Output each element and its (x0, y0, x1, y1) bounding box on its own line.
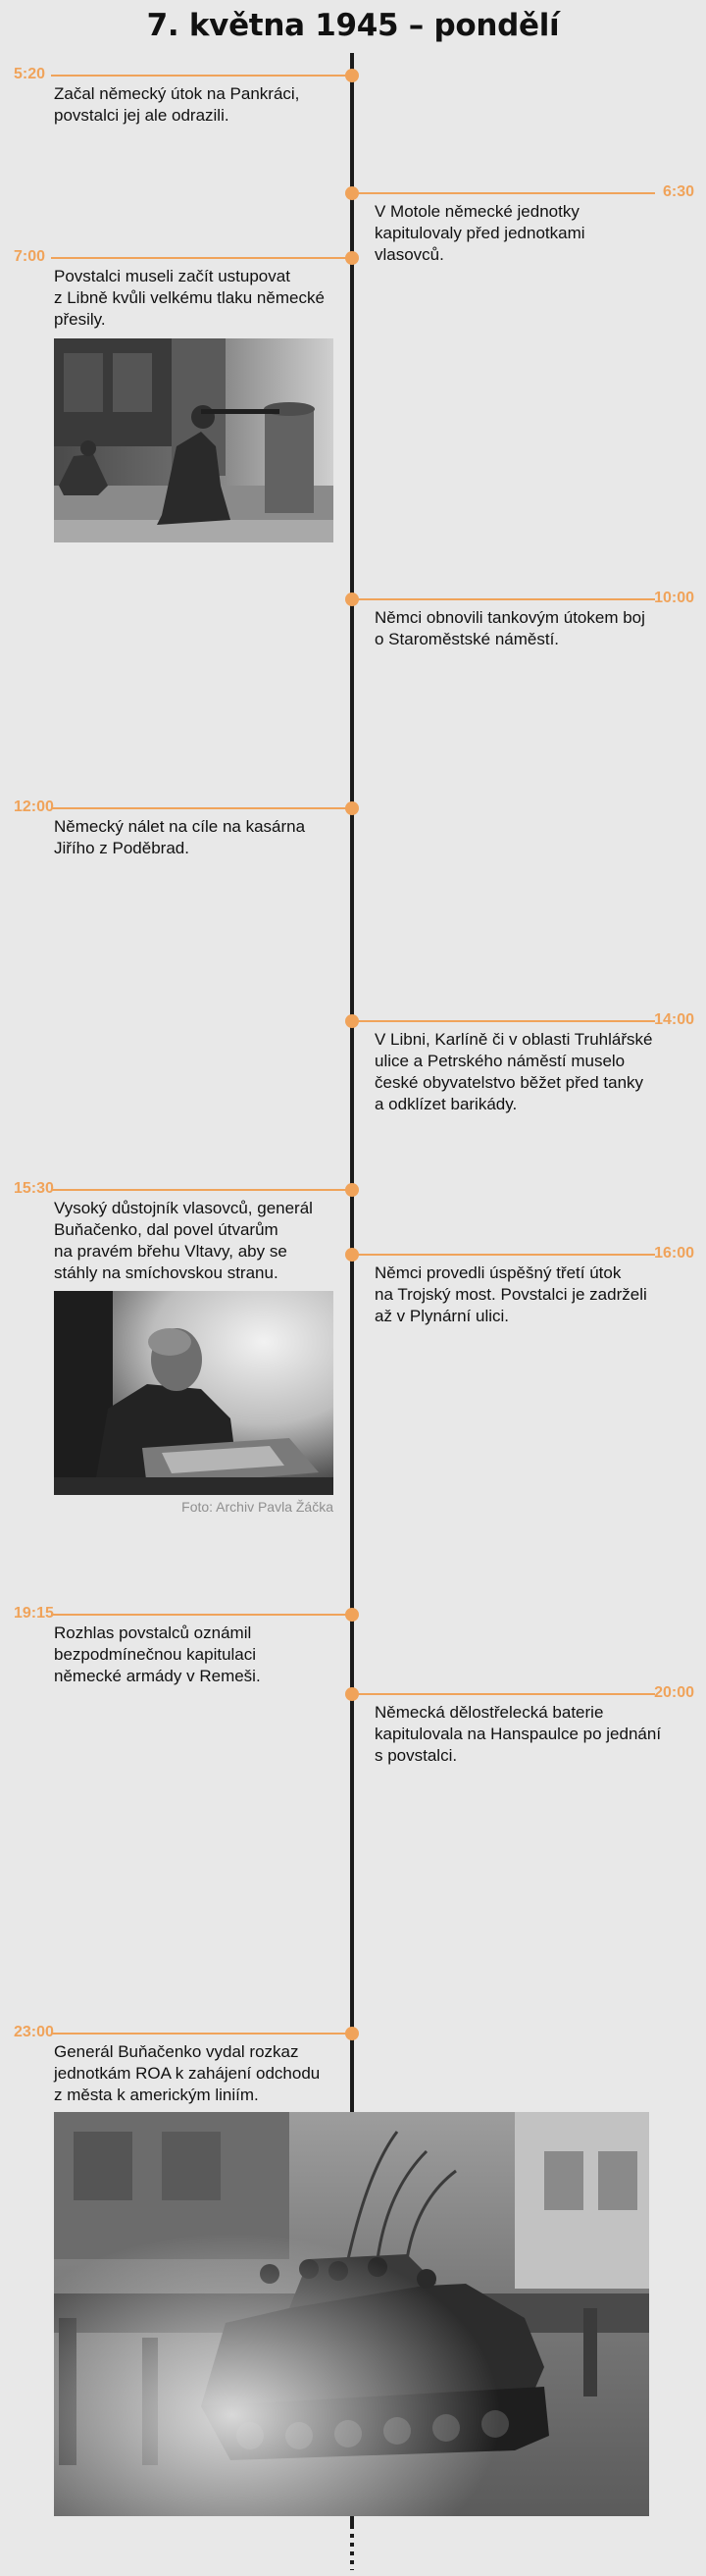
event-connector (51, 75, 352, 77)
event-marker (345, 1183, 359, 1197)
event-time: 23:00 (14, 2024, 54, 2040)
event-connector (51, 257, 352, 259)
page-title: 7. května 1945 – pondělí (146, 8, 560, 43)
event-time: 7:00 (14, 248, 46, 265)
event-connector (352, 1020, 655, 1022)
event-text: Německá dělostřelecká baterie kapitulovala na Hanspaulce po jednání s povstalci. (375, 1703, 662, 1765)
event-marker (345, 1608, 359, 1622)
event-marker (345, 1687, 359, 1701)
event-text: V Motole německé jednotky kapitulovaly před jednotkami vlasovců. (375, 202, 585, 264)
event-marker (345, 251, 359, 265)
event-time: 16:00 (654, 1245, 694, 1262)
event-time: 6:30 (662, 183, 694, 200)
event-text: Vysoký důstojník vlasovců, generál Buňačenko, dal povel útvarům na pravém břehu Vltavy, aby se stáhly na smíchovskou stranu. (54, 1199, 313, 1282)
event-text: Generál Buňačenko vydal rozkaz jednotkám ROA k zahájení odchodu z města k americkým liniím. (54, 2042, 321, 2104)
event-connector (352, 192, 655, 194)
photo-street-fighting (54, 338, 333, 542)
event-time: 5:20 (14, 66, 46, 82)
event-connector (352, 1254, 655, 1256)
event-marker (345, 2027, 359, 2040)
event-marker (345, 69, 359, 82)
event-marker (345, 801, 359, 815)
event-text: Němci provedli úspěšný třetí útok na Trojský most. Povstalci je zadrželi až v Plynární ulici. (375, 1263, 647, 1325)
timeline-continuation (350, 2525, 354, 2570)
event-time: 12:00 (14, 799, 54, 815)
event-time: 19:15 (14, 1605, 54, 1622)
event-marker (345, 1014, 359, 1028)
event-connector (51, 2033, 352, 2035)
photo-tank-column (54, 2112, 649, 2516)
event-connector (352, 1693, 655, 1695)
event-text: V Libni, Karlíně či v oblasti Truhlářské ulice a Petrského náměstí muselo české obyvatelstvo běžet před tanky a odklízet barikády. (375, 1030, 653, 1113)
event-time: 14:00 (654, 1011, 694, 1028)
event-time: 15:30 (14, 1180, 54, 1197)
event-marker (345, 1248, 359, 1262)
event-time: 20:00 (654, 1684, 694, 1701)
event-text: Začal německý útok na Pankráci, povstalci jej ale odrazili. (54, 84, 300, 125)
event-time: 10:00 (654, 590, 694, 606)
event-marker (345, 592, 359, 606)
event-text: Povstalci museli začít ustupovat z Libně kvůli velkému tlaku německé přesily. (54, 267, 325, 329)
event-text: Němci obnovili tankovým útokem boj o Staroměstské náměstí. (375, 608, 645, 648)
event-text: Německý nálet na cíle na kasárna Jiřího z Poděbrad. (54, 817, 306, 857)
event-connector (51, 1189, 352, 1191)
photo-caption: Foto: Archiv Pavla Žáčka (181, 1499, 333, 1515)
event-marker (345, 186, 359, 200)
event-text: Rozhlas povstalců oznámil bezpodmínečnou kapitulaci německé armády v Remeši. (54, 1623, 261, 1685)
event-connector (51, 807, 352, 809)
event-connector (51, 1614, 352, 1616)
event-connector (352, 598, 655, 600)
photo-general-at-desk (54, 1291, 333, 1495)
